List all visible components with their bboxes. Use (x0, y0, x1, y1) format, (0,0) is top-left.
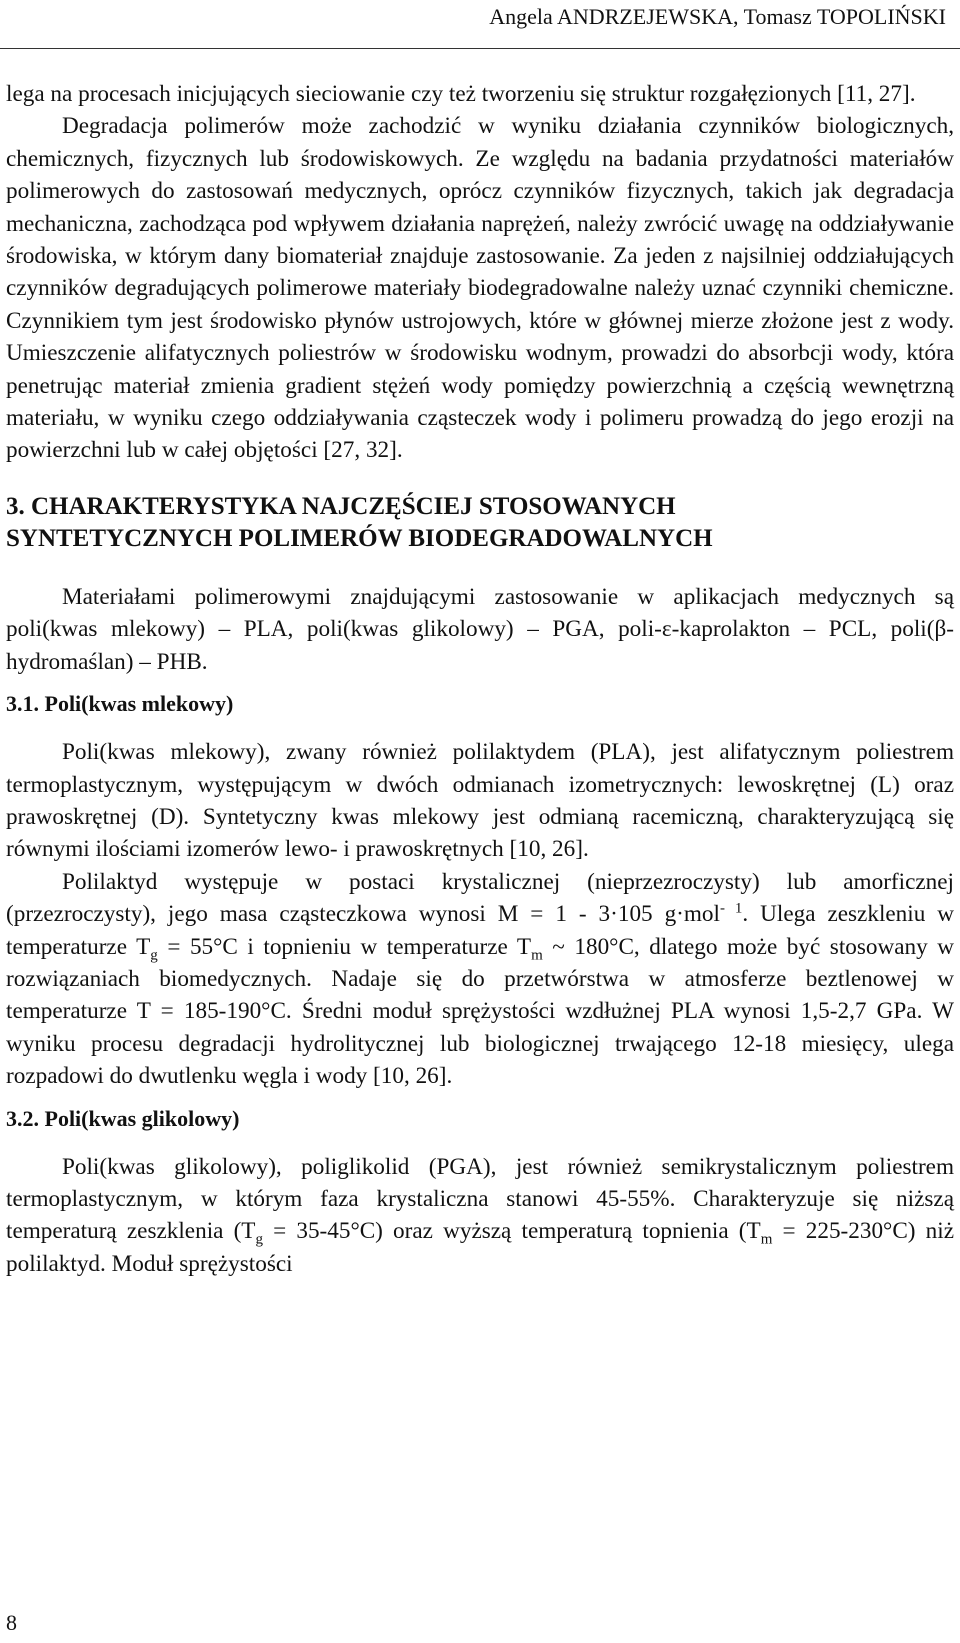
header-rule (0, 48, 960, 49)
paragraph-continuation: lega na procesach inicjujących sieciowanie czy też tworzeniu się struktur rozgałęzionych [11, 27]. (6, 81, 916, 107)
section-3-heading-line2: SYNTETYCZNYCH POLIMERÓW BIODEGRADOWALNYCH (6, 524, 713, 552)
running-header-authors: Angela ANDRZEJEWSKA, Tomasz TOPOLIŃSKI (489, 4, 946, 29)
paragraph-degradation: Degradacja polimerów może zachodzić w wyniku działania czynników biologicznych, chemicznych, fizycznych lub środowiskowych. Ze względu na badania przydatności materiałów polimerowych do zastosowań medycznych, oprócz czynników fizycznych, takich jak degradacja mechaniczna, zachodząca pod wpływem działania naprężeń, należy zwrócić uwagę na oddziaływanie środowiska, w którym dany biomateriał znajduje zastosowanie. Za jeden z najsilniej oddziałujących czynników degradujących polimerowe materiały biodegradowalne należy uznać czynniki chemiczne. Czynnikiem tym jest środowisko płynów ustrojowych, które w głównej mierze złożone jest z wody. Umieszczenie alifatycznych poliestrów w środowisku wodnym, prowadzi do absorbcji wody, która penetrując materiał zmienia gradient stężeń wody pomiędzy powierzchnią a częścią wewnętrzną materiału, w wyniku czego oddziaływania cząsteczek wody i polimeru prowadzą do jego erozji na powierzchni lub w całej objętości [27, 32]. (6, 113, 954, 464)
paragraph-pla-properties: Polilaktyd występuje w postaci krystalicznej (nieprzezroczysty) lub amorficznej (przezroczysty), jego masa cząsteczkowa wynosi M = 1 - 3·105 g·mol$^{- 1}$. Ulega zeszkleniu w temperaturze $T_g = 55^\circ C$ i topnieniu w temperaturze $T_m$ ~ 180°C, dlatego może być stosowany w rozwiązaniach biomedycznych. Nadaje się do przetwórstwa w atmosferze beztlenowej w temperaturze T = 185-190°C. Średni moduł sprężystości wzdłużnej PLA wynosi 1,5-2,7 GPa. W wyniku procesu degradacji hydrolitycznej lub biologicznej trwającego 12-18 miesięcy, ulega rozpadowi do dwutlenku węgla i wody [10, 26]. (6, 868, 955, 1090)
section-3-heading-line1: 3. CHARAKTERYSTYKA NAJCZĘŚCIEJ STOSOWANYCH (6, 492, 676, 520)
page-number: 8 (6, 1610, 17, 1635)
subsection-3-2-heading: 3.2. Poli(kwas glikolowy) (6, 1105, 240, 1131)
page-body (6, 78, 954, 1280)
paragraph-pga-intro: Poli(kwas glikolowy), poliglikolid (PGA), jest również semikrystalicznym poliestrem termoplastycznym, w którym faza krystaliczna stanowi 45-55%. Charakteryzuje się niższą temperaturą zeszklenia $(T_g = 35-45^\circ C)$ oraz wyższą temperaturą topnienia $(T_m = 225-230^\circ C)$ niż polilaktyd. Moduł sprężystości (6, 1153, 954, 1277)
paragraph-materials: Materiałami polimerowymi znajdującymi zastosowanie w aplikacjach medycznych są poli(kwas mlekowy) – PLA, poli(kwas glikolowy) – PGA, poli-ε-kaprolakton – PCL, poli(β-hydromaślan) – PHB. (6, 583, 954, 675)
paragraph-pla-intro: Poli(kwas mlekowy), zwany również polilaktydem (PLA), jest alifatycznym poliestrem termoplastycznym, występującym w dwóch odmianach izometrycznych: lewoskrętnej (L) oraz prawoskrętnej (D). Syntetyczny kwas mlekowy jest odmianą racemiczną, charakteryzującą się równymi ilościami izomerów lewo- i prawoskrętnych [10, 26]. (6, 739, 954, 863)
section-3-heading (6, 491, 954, 555)
subsection-3-1-heading: 3.1. Poli(kwas mlekowy) (6, 691, 234, 717)
